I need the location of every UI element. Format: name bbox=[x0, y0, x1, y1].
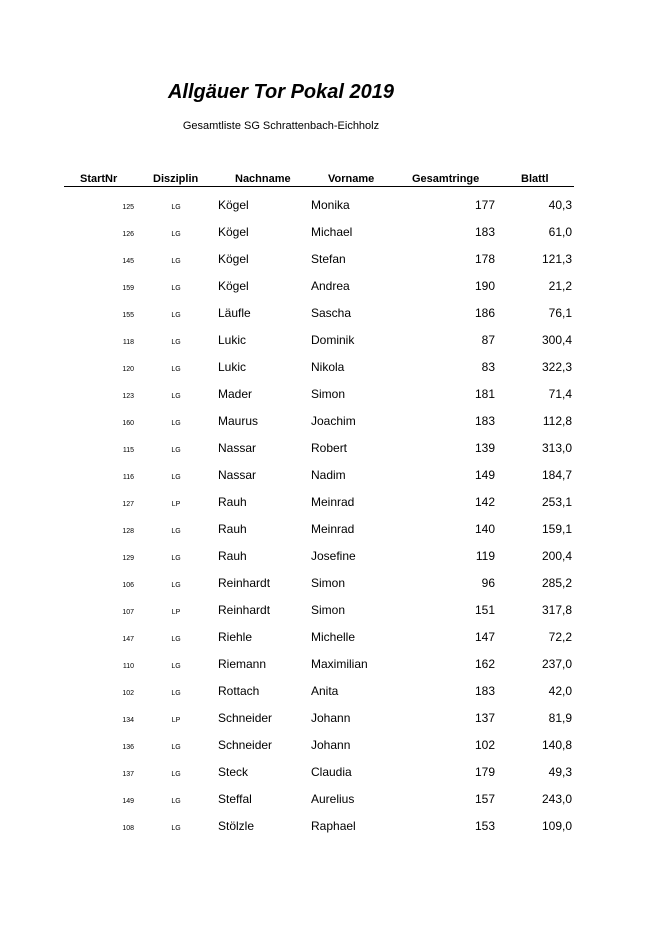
cell-vorname: Nikola bbox=[311, 360, 345, 374]
cell-gesamtringe: 139 bbox=[474, 441, 495, 455]
cell-blattl: 112,8 bbox=[542, 414, 572, 428]
cell-blattl: 313,0 bbox=[541, 441, 572, 455]
cell-blattl: 121,3 bbox=[541, 252, 572, 266]
table-row bbox=[0, 813, 656, 840]
cell-gesamtringe: 157 bbox=[474, 792, 495, 806]
cell-nachname: Maurus bbox=[218, 414, 259, 428]
cell-nachname: Rottach bbox=[218, 684, 260, 698]
cell-startnr: 118 bbox=[122, 339, 134, 346]
cell-gesamtringe: 83 bbox=[481, 360, 495, 374]
header-divider bbox=[64, 186, 574, 187]
cell-disziplin: LG bbox=[171, 447, 181, 454]
cell-vorname: Sascha bbox=[311, 306, 352, 320]
cell-nachname: Kögel bbox=[218, 225, 249, 239]
cell-startnr: 147 bbox=[122, 636, 134, 643]
cell-disziplin: LG bbox=[171, 231, 181, 238]
cell-nachname: Lukic bbox=[218, 333, 247, 347]
table-row bbox=[0, 354, 656, 381]
cell-vorname: Johann bbox=[311, 738, 351, 752]
cell-gesamtringe: 183 bbox=[474, 684, 495, 698]
cell-startnr: 102 bbox=[122, 690, 134, 697]
cell-nachname: Riehle bbox=[218, 630, 253, 644]
cell-startnr: 160 bbox=[122, 420, 134, 427]
cell-nachname: Schneider bbox=[218, 738, 273, 752]
cell-gesamtringe: 149 bbox=[474, 468, 495, 482]
cell-blattl: 109,0 bbox=[541, 819, 572, 833]
table-row bbox=[0, 759, 656, 786]
cell-gesamtringe: 119 bbox=[475, 549, 495, 563]
cell-blattl: 253,1 bbox=[541, 495, 572, 509]
cell-blattl: 300,4 bbox=[541, 333, 572, 347]
cell-vorname: Claudia bbox=[311, 765, 352, 779]
cell-startnr: 127 bbox=[122, 501, 134, 508]
cell-blattl: 76,1 bbox=[548, 306, 572, 320]
cell-nachname: Lukic bbox=[218, 360, 247, 374]
cell-nachname: Steck bbox=[218, 765, 249, 779]
table-row bbox=[0, 624, 656, 651]
cell-vorname: Joachim bbox=[311, 414, 356, 428]
cell-vorname: Josefine bbox=[311, 549, 356, 563]
cell-blattl: 184,7 bbox=[541, 468, 572, 482]
cell-startnr: 115 bbox=[122, 447, 134, 454]
cell-blattl: 42,0 bbox=[548, 684, 572, 698]
cell-startnr: 106 bbox=[122, 582, 134, 589]
cell-gesamtringe: 177 bbox=[474, 198, 495, 212]
cell-startnr: 116 bbox=[122, 474, 134, 481]
cell-disziplin: LG bbox=[171, 798, 181, 805]
header-nachname: Nachname bbox=[235, 173, 291, 185]
cell-blattl: 237,0 bbox=[541, 657, 572, 671]
cell-startnr: 149 bbox=[122, 798, 134, 805]
cell-blattl: 72,2 bbox=[548, 630, 572, 644]
cell-gesamtringe: 179 bbox=[474, 765, 495, 779]
cell-vorname: Dominik bbox=[311, 333, 355, 347]
table-row bbox=[0, 678, 656, 705]
cell-nachname: Mader bbox=[218, 387, 253, 401]
cell-blattl: 285,2 bbox=[541, 576, 572, 590]
cell-nachname: Läufle bbox=[218, 306, 251, 320]
cell-nachname: Riemann bbox=[218, 657, 267, 671]
cell-disziplin: LG bbox=[171, 690, 181, 697]
header-disziplin: Disziplin bbox=[153, 173, 199, 185]
table-row bbox=[0, 516, 656, 543]
table-row bbox=[0, 597, 656, 624]
cell-disziplin: LG bbox=[171, 366, 181, 373]
cell-disziplin: LG bbox=[171, 528, 181, 535]
cell-nachname: Kögel bbox=[218, 252, 249, 266]
cell-disziplin: LG bbox=[171, 825, 181, 832]
document-title: Allgäuer Tor Pokal 2019 bbox=[167, 81, 394, 103]
cell-vorname: Maximilian bbox=[311, 657, 368, 671]
cell-vorname: Michelle bbox=[311, 630, 356, 644]
cell-startnr: 137 bbox=[122, 771, 134, 778]
cell-disziplin: LP bbox=[171, 501, 181, 508]
table-row bbox=[0, 489, 656, 516]
cell-nachname: Nassar bbox=[218, 468, 257, 482]
cell-gesamtringe: 142 bbox=[474, 495, 495, 509]
cell-startnr: 136 bbox=[122, 744, 134, 751]
cell-disziplin: LG bbox=[171, 582, 181, 589]
cell-blattl: 21,2 bbox=[548, 279, 572, 293]
cell-vorname: Simon bbox=[311, 603, 346, 617]
cell-vorname: Simon bbox=[311, 387, 346, 401]
table-row bbox=[0, 273, 656, 300]
cell-startnr: 107 bbox=[122, 609, 134, 616]
cell-blattl: 81,9 bbox=[548, 711, 572, 725]
table-row bbox=[0, 786, 656, 813]
cell-gesamtringe: 162 bbox=[474, 657, 495, 671]
cell-startnr: 120 bbox=[122, 366, 134, 373]
cell-blattl: 159,1 bbox=[541, 522, 572, 536]
cell-startnr: 126 bbox=[122, 231, 134, 238]
table-row bbox=[0, 651, 656, 678]
cell-gesamtringe: 178 bbox=[474, 252, 495, 266]
cell-disziplin: LG bbox=[171, 555, 181, 562]
cell-vorname: Andrea bbox=[311, 279, 350, 293]
cell-disziplin: LG bbox=[171, 204, 181, 211]
header-blattl: Blattl bbox=[521, 173, 549, 185]
cell-nachname: Steffal bbox=[218, 792, 252, 806]
cell-gesamtringe: 137 bbox=[474, 711, 495, 725]
document-subtitle: Gesamtliste SG Schrattenbach-Eichholz bbox=[182, 120, 380, 132]
header-gesamtringe: Gesamtringe bbox=[412, 173, 480, 185]
table-row bbox=[0, 381, 656, 408]
cell-vorname: Robert bbox=[311, 441, 348, 455]
cell-startnr: 159 bbox=[122, 285, 134, 292]
cell-vorname: Meinrad bbox=[311, 522, 355, 536]
cell-disziplin: LP bbox=[171, 609, 181, 616]
cell-disziplin: LG bbox=[171, 258, 181, 265]
table-row bbox=[0, 543, 656, 570]
cell-startnr: 155 bbox=[122, 312, 134, 319]
cell-nachname: Reinhardt bbox=[218, 603, 271, 617]
cell-startnr: 110 bbox=[122, 663, 134, 670]
table-row bbox=[0, 327, 656, 354]
table-row bbox=[0, 192, 656, 219]
cell-disziplin: LG bbox=[171, 285, 181, 292]
cell-gesamtringe: 87 bbox=[481, 333, 495, 347]
table-row bbox=[0, 732, 656, 759]
table-row bbox=[0, 570, 656, 597]
header-startnr: StartNr bbox=[80, 173, 118, 185]
table-body bbox=[0, 192, 656, 840]
cell-gesamtringe: 151 bbox=[474, 603, 495, 617]
cell-vorname: Aurelius bbox=[311, 792, 355, 806]
cell-gesamtringe: 186 bbox=[474, 306, 495, 320]
cell-vorname: Simon bbox=[311, 576, 346, 590]
cell-gesamtringe: 140 bbox=[474, 522, 495, 536]
cell-gesamtringe: 102 bbox=[474, 738, 495, 752]
cell-gesamtringe: 183 bbox=[474, 225, 495, 239]
table-row bbox=[0, 246, 656, 273]
cell-blattl: 317,8 bbox=[541, 603, 572, 617]
cell-nachname: Reinhardt bbox=[218, 576, 271, 590]
table-row bbox=[0, 435, 656, 462]
cell-blattl: 200,4 bbox=[541, 549, 572, 563]
cell-disziplin: LG bbox=[171, 420, 181, 427]
table-row bbox=[0, 219, 656, 246]
cell-nachname: Schneider bbox=[218, 711, 273, 725]
cell-blattl: 61,0 bbox=[548, 225, 572, 239]
cell-nachname: Rauh bbox=[218, 549, 247, 563]
cell-disziplin: LG bbox=[171, 312, 181, 319]
cell-gesamtringe: 181 bbox=[474, 387, 495, 401]
cell-vorname: Nadim bbox=[311, 468, 346, 482]
cell-blattl: 243,0 bbox=[541, 792, 572, 806]
cell-startnr: 128 bbox=[122, 528, 134, 535]
cell-startnr: 145 bbox=[122, 258, 134, 265]
cell-disziplin: LG bbox=[171, 663, 181, 670]
table-header bbox=[0, 172, 656, 186]
cell-vorname: Johann bbox=[311, 711, 351, 725]
cell-vorname: Anita bbox=[311, 684, 339, 698]
cell-nachname: Kögel bbox=[218, 198, 249, 212]
cell-disziplin: LG bbox=[171, 636, 181, 643]
cell-gesamtringe: 96 bbox=[481, 576, 495, 590]
cell-blattl: 71,4 bbox=[548, 387, 572, 401]
cell-gesamtringe: 190 bbox=[474, 279, 495, 293]
cell-nachname: Stölzle bbox=[218, 819, 255, 833]
cell-nachname: Rauh bbox=[218, 495, 247, 509]
cell-disziplin: LP bbox=[171, 717, 181, 724]
table-row bbox=[0, 300, 656, 327]
cell-disziplin: LG bbox=[171, 393, 181, 400]
table-row bbox=[0, 408, 656, 435]
cell-startnr: 129 bbox=[122, 555, 134, 562]
cell-startnr: 108 bbox=[122, 825, 134, 832]
cell-gesamtringe: 147 bbox=[474, 630, 495, 644]
table-row bbox=[0, 462, 656, 489]
cell-vorname: Raphael bbox=[311, 819, 356, 833]
cell-blattl: 40,3 bbox=[548, 198, 572, 212]
cell-blattl: 322,3 bbox=[541, 360, 572, 374]
cell-gesamtringe: 153 bbox=[474, 819, 495, 833]
header-vorname: Vorname bbox=[328, 173, 375, 185]
cell-nachname: Kögel bbox=[218, 279, 249, 293]
cell-startnr: 123 bbox=[122, 393, 134, 400]
cell-blattl: 49,3 bbox=[548, 765, 572, 779]
cell-startnr: 125 bbox=[122, 204, 134, 211]
cell-startnr: 134 bbox=[122, 717, 134, 724]
cell-vorname: Stefan bbox=[311, 252, 346, 266]
cell-disziplin: LG bbox=[171, 339, 181, 346]
cell-blattl: 140,8 bbox=[541, 738, 572, 752]
cell-nachname: Nassar bbox=[218, 441, 257, 455]
cell-vorname: Michael bbox=[311, 225, 353, 239]
cell-vorname: Meinrad bbox=[311, 495, 355, 509]
cell-disziplin: LG bbox=[171, 474, 181, 481]
cell-nachname: Rauh bbox=[218, 522, 247, 536]
cell-disziplin: LG bbox=[171, 744, 181, 751]
cell-vorname: Monika bbox=[311, 198, 350, 212]
cell-disziplin: LG bbox=[171, 771, 181, 778]
table-row bbox=[0, 705, 656, 732]
cell-gesamtringe: 183 bbox=[474, 414, 495, 428]
